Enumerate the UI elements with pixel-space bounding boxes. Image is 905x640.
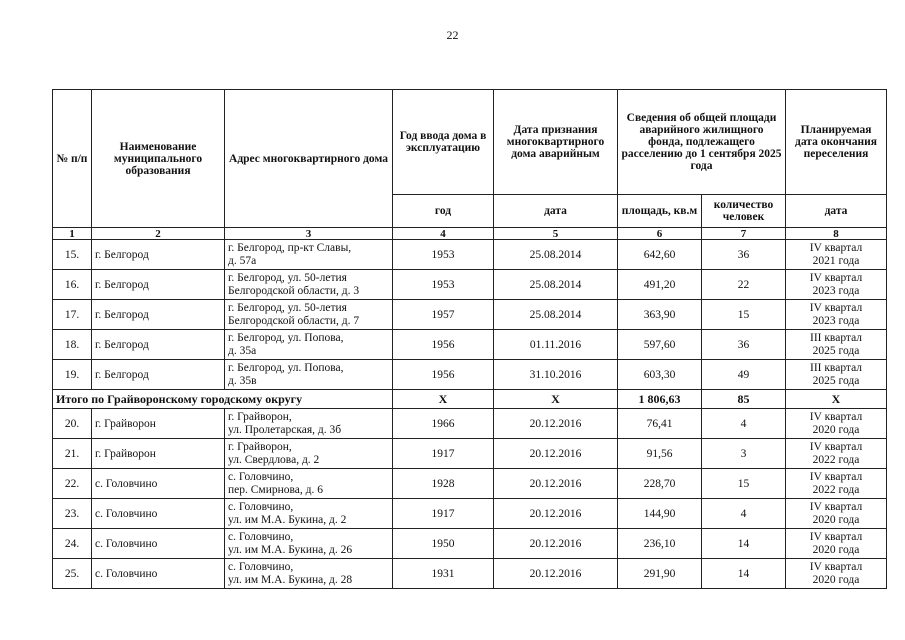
row-municipality: с. Головчино — [92, 469, 225, 499]
header-address: Адрес многоквартирного дома — [225, 90, 393, 228]
table-row — [53, 240, 887, 270]
row-municipality: г. Белгород — [92, 300, 225, 330]
row-area: 144,90 — [618, 499, 702, 529]
row-planned-end — [786, 499, 887, 529]
row-year: 1928 — [393, 469, 494, 499]
total-people: 85 — [702, 390, 786, 409]
header-row — [53, 90, 887, 195]
row-municipality: с. Головчино — [92, 499, 225, 529]
row-address-line1: г. Белгород, ул. 50-летия — [228, 271, 347, 284]
row-date: 20.12.2016 — [494, 559, 618, 589]
header-municipality: Наименование муниципального образования — [92, 90, 225, 228]
row-plan-year: 2020 года — [812, 513, 860, 526]
row-address-line2: ул. Свердлова, д. 2 — [228, 453, 320, 466]
row-plan-year: 2022 года — [812, 453, 860, 466]
row-plan-year: 2020 года — [812, 423, 860, 436]
row-address — [225, 360, 393, 390]
row-year: 1917 — [393, 439, 494, 469]
row-address — [225, 559, 393, 589]
row-planned-end — [786, 469, 887, 499]
row-address-line1: г. Белгород, ул. Попова, — [228, 361, 344, 374]
row-date: 20.12.2016 — [494, 409, 618, 439]
row-plan-quarter: III квартал — [809, 361, 863, 374]
row-year: 1953 — [393, 270, 494, 300]
row-people: 3 — [702, 439, 786, 469]
subheader-people: количество человек — [702, 195, 786, 228]
row-municipality: с. Головчино — [92, 559, 225, 589]
row-date: 20.12.2016 — [494, 439, 618, 469]
row-number: 24. — [53, 529, 92, 559]
table-row — [53, 409, 887, 439]
row-number: 22. — [53, 469, 92, 499]
row-address — [225, 330, 393, 360]
row-people: 22 — [702, 270, 786, 300]
row-year: 1956 — [393, 330, 494, 360]
header-date-declared: Дата признания многоквартирного дома аварийным — [494, 90, 618, 195]
column-number: 2 — [92, 228, 225, 240]
column-number: 1 — [53, 228, 92, 240]
table-row — [53, 360, 887, 390]
column-number-row — [53, 228, 887, 240]
row-planned-end — [786, 559, 887, 589]
row-address-line1: г. Белгород, ул. Попова, — [228, 331, 344, 344]
row-address — [225, 270, 393, 300]
row-plan-quarter: IV квартал — [809, 470, 863, 483]
row-date: 01.11.2016 — [494, 330, 618, 360]
row-address — [225, 439, 393, 469]
row-area: 76,41 — [618, 409, 702, 439]
subheader-plan-date: дата — [786, 195, 887, 228]
row-address-line1: г. Белгород, ул. 50-летия — [228, 301, 347, 314]
row-address-line2: д. 35а — [228, 344, 257, 357]
row-year: 1917 — [393, 499, 494, 529]
page-number: 22 — [446, 28, 459, 42]
column-number: 5 — [494, 228, 618, 240]
row-address-line2: ул. Пролетарская, д. 3б — [228, 423, 342, 436]
row-date: 31.10.2016 — [494, 360, 618, 390]
row-date: 25.08.2014 — [494, 240, 618, 270]
row-people: 14 — [702, 529, 786, 559]
row-address-line2: ул. им М.А. Букина, д. 26 — [228, 543, 353, 556]
row-number: 21. — [53, 439, 92, 469]
row-people: 15 — [702, 469, 786, 499]
row-address — [225, 240, 393, 270]
row-people: 14 — [702, 559, 786, 589]
row-year: 1966 — [393, 409, 494, 439]
row-address-line2: Белгородской области, д. 3 — [228, 284, 360, 297]
row-people: 4 — [702, 499, 786, 529]
table-row — [53, 270, 887, 300]
row-planned-end — [786, 270, 887, 300]
row-number: 23. — [53, 499, 92, 529]
column-number: 8 — [786, 228, 887, 240]
row-address-line2: д. 35в — [228, 374, 257, 387]
row-municipality: с. Головчино — [92, 529, 225, 559]
subheader-year: год — [393, 195, 494, 228]
subheader-area: площадь, кв.м — [618, 195, 702, 228]
row-people: 36 — [702, 330, 786, 360]
row-plan-year: 2025 года — [812, 374, 860, 387]
housing-resettlement-table — [52, 89, 887, 589]
row-date: 20.12.2016 — [494, 529, 618, 559]
table-row — [53, 559, 887, 589]
row-year: 1950 — [393, 529, 494, 559]
row-planned-end — [786, 300, 887, 330]
header-num: № п/п — [53, 90, 92, 228]
row-address — [225, 300, 393, 330]
row-area: 236,10 — [618, 529, 702, 559]
row-municipality: г. Белгород — [92, 240, 225, 270]
header-planned-end: Планируемая дата окончания переселения — [786, 90, 887, 195]
row-municipality: г. Грайворон — [92, 439, 225, 469]
row-plan-year: 2025 года — [812, 344, 860, 357]
row-municipality: г. Белгород — [92, 270, 225, 300]
table-row — [53, 439, 887, 469]
row-number: 25. — [53, 559, 92, 589]
total-year: X — [393, 390, 494, 409]
row-plan-quarter: III квартал — [809, 331, 863, 344]
row-plan-quarter: IV квартал — [809, 500, 863, 513]
row-year: 1957 — [393, 300, 494, 330]
row-number: 18. — [53, 330, 92, 360]
row-area: 491,20 — [618, 270, 702, 300]
row-address-line1: с. Головчино, — [228, 560, 294, 573]
row-year: 1931 — [393, 559, 494, 589]
row-address-line1: г. Белгород, пр-кт Славы, — [228, 241, 352, 254]
row-area: 228,70 — [618, 469, 702, 499]
row-municipality: г. Белгород — [92, 360, 225, 390]
row-area: 603,30 — [618, 360, 702, 390]
total-area: 1 806,63 — [618, 390, 702, 409]
table-row — [53, 529, 887, 559]
row-people: 4 — [702, 409, 786, 439]
row-area: 291,90 — [618, 559, 702, 589]
row-address-line1: г. Грайворон, — [228, 410, 292, 423]
column-number: 6 — [618, 228, 702, 240]
row-plan-quarter: IV квартал — [809, 271, 863, 284]
column-number: 3 — [225, 228, 393, 240]
row-address-line2: д. 57а — [228, 254, 257, 267]
row-area: 363,90 — [618, 300, 702, 330]
row-number: 15. — [53, 240, 92, 270]
row-date: 20.12.2016 — [494, 499, 618, 529]
row-plan-quarter: IV квартал — [809, 560, 863, 573]
row-plan-year: 2022 года — [812, 483, 860, 496]
total-row — [53, 390, 887, 409]
row-planned-end — [786, 439, 887, 469]
row-plan-year: 2023 года — [812, 314, 860, 327]
row-address-line2: пер. Смирнова, д. 6 — [228, 483, 323, 496]
table-body-group1 — [53, 240, 887, 390]
total-label: Итого по Грайворонскому городскому округу — [53, 390, 393, 409]
row-plan-quarter: IV квартал — [809, 301, 863, 314]
row-date: 25.08.2014 — [494, 300, 618, 330]
row-plan-year: 2020 года — [812, 543, 860, 556]
row-address — [225, 529, 393, 559]
row-plan-year: 2023 года — [812, 284, 860, 297]
row-people: 36 — [702, 240, 786, 270]
row-municipality: г. Грайворон — [92, 409, 225, 439]
row-plan-quarter: IV квартал — [809, 530, 863, 543]
row-date: 20.12.2016 — [494, 469, 618, 499]
row-year: 1953 — [393, 240, 494, 270]
column-number: 4 — [393, 228, 494, 240]
subheader-date: дата — [494, 195, 618, 228]
row-address — [225, 409, 393, 439]
table-body-total — [53, 390, 887, 409]
table-row — [53, 499, 887, 529]
row-address — [225, 469, 393, 499]
row-area: 91,56 — [618, 439, 702, 469]
row-people: 15 — [702, 300, 786, 330]
row-planned-end — [786, 240, 887, 270]
row-address-line1: г. Грайворон, — [228, 440, 292, 453]
row-address-line1: с. Головчино, — [228, 530, 294, 543]
total-plan: X — [786, 390, 887, 409]
row-number: 19. — [53, 360, 92, 390]
row-year: 1956 — [393, 360, 494, 390]
table-row — [53, 469, 887, 499]
row-planned-end — [786, 330, 887, 360]
row-plan-quarter: IV квартал — [809, 440, 863, 453]
table-row — [53, 330, 887, 360]
row-address-line1: с. Головчино, — [228, 470, 294, 483]
row-address — [225, 499, 393, 529]
row-number: 20. — [53, 409, 92, 439]
row-municipality: г. Белгород — [92, 330, 225, 360]
column-number: 7 — [702, 228, 786, 240]
row-area: 597,60 — [618, 330, 702, 360]
row-planned-end — [786, 360, 887, 390]
row-address-line2: Белгородской области, д. 7 — [228, 314, 360, 327]
row-plan-year: 2021 года — [812, 254, 860, 267]
table-row — [53, 300, 887, 330]
row-address-line1: с. Головчино, — [228, 500, 294, 513]
row-area: 642,60 — [618, 240, 702, 270]
row-people: 49 — [702, 360, 786, 390]
row-plan-quarter: IV квартал — [809, 241, 863, 254]
table-body-group2 — [53, 409, 887, 589]
row-plan-year: 2020 года — [812, 573, 860, 586]
row-planned-end — [786, 529, 887, 559]
row-date: 25.08.2014 — [494, 270, 618, 300]
total-date: X — [494, 390, 618, 409]
row-address-line2: ул. им М.А. Букина, д. 28 — [228, 573, 353, 586]
row-number: 16. — [53, 270, 92, 300]
row-number: 17. — [53, 300, 92, 330]
row-address-line2: ул. им М.А. Букина, д. 2 — [228, 513, 347, 526]
row-plan-quarter: IV квартал — [809, 410, 863, 423]
header-year-built: Год ввода дома в эксплуатацию — [393, 90, 494, 195]
row-planned-end — [786, 409, 887, 439]
header-resettle-info: Сведения об общей площади аварийного жилищного фонда, подлежащего расселению до 1 сентября 2025 года — [618, 90, 786, 195]
